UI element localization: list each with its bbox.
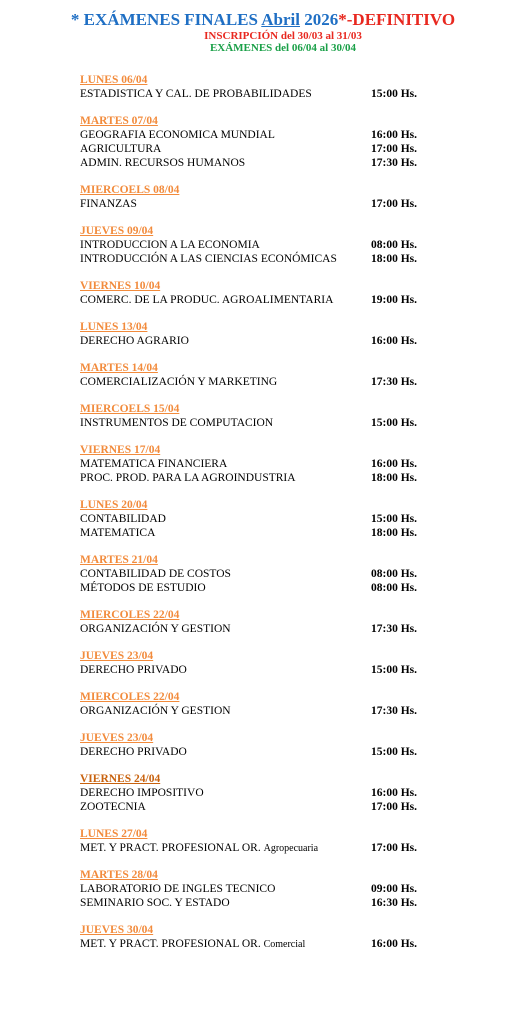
exam-row (80, 334, 440, 348)
exam-row (80, 786, 440, 800)
exam-subject (80, 937, 305, 952)
exam-row (80, 375, 440, 389)
exam-time: 16:00 Hs. (371, 129, 417, 141)
document-header (0, 10, 526, 54)
exam-subject (80, 786, 204, 800)
day-group (80, 225, 440, 266)
exam-subject-orientation: Agropecuaria (263, 843, 319, 854)
day-heading: VIERNES 10/04 (80, 280, 161, 292)
day-heading: MARTES 07/04 (80, 115, 158, 127)
day-group (80, 732, 440, 759)
exam-subject-orientation: Comercial (263, 939, 306, 950)
exam-subject (80, 622, 231, 636)
exam-subject (80, 238, 260, 252)
exam-row (80, 471, 440, 485)
exam-time: 08:00 Hs. (371, 582, 417, 594)
day-group (80, 691, 440, 718)
day-heading: MIERCOLES 22/04 (80, 691, 180, 703)
day-heading: MIERCOELS 15/04 (80, 403, 180, 415)
day-heading: JUEVES 23/04 (80, 732, 154, 744)
day-group (80, 924, 440, 951)
exam-time: 19:00 Hs. (371, 294, 417, 306)
exam-row (80, 567, 440, 581)
exam-subject-text: ESTADISTICA Y CAL. DE PROBABILIDADES (80, 88, 312, 100)
day-group (80, 869, 440, 910)
day-heading: MIERCOELS 08/04 (80, 184, 180, 196)
exam-time: 18:00 Hs. (371, 527, 417, 539)
exam-subject-text: CONTABILIDAD DE COSTOS (80, 568, 231, 580)
title-month: Abril (261, 10, 301, 29)
exam-subject-text: AGRICULTURA (80, 143, 162, 155)
day-heading: LUNES 13/04 (80, 321, 148, 333)
exam-subject-text: GEOGRAFIA ECONOMICA MUNDIAL (80, 129, 275, 141)
exam-subject-text: INSTRUMENTOS DE COMPUTACION (80, 417, 274, 429)
day-heading: JUEVES 09/04 (80, 225, 154, 237)
day-group (80, 773, 440, 814)
exam-subject-text: DERECHO PRIVADO (80, 664, 187, 676)
exam-subject (80, 663, 187, 677)
exam-subject (80, 252, 337, 266)
exam-subject (80, 416, 273, 430)
exam-time: 15:00 Hs. (371, 417, 417, 429)
exam-subject-text: FINANZAS (80, 198, 137, 210)
exam-subject-text: DERECHO AGRARIO (80, 335, 189, 347)
day-group (80, 609, 440, 636)
exam-row (80, 87, 440, 101)
exam-subject (80, 896, 230, 910)
exam-subject (80, 375, 277, 389)
exam-subject (80, 882, 275, 896)
day-heading: LUNES 27/04 (80, 828, 148, 840)
exam-time: 08:00 Hs. (371, 568, 417, 580)
exam-subject (80, 567, 231, 581)
exam-row (80, 800, 440, 814)
exam-row (80, 745, 440, 759)
exam-schedule-list (80, 74, 440, 965)
exam-time: 17:30 Hs. (371, 623, 417, 635)
exam-subject (80, 745, 187, 759)
exam-subject (80, 526, 155, 540)
day-heading: LUNES 06/04 (80, 74, 148, 86)
exam-time: 15:00 Hs. (371, 664, 417, 676)
exam-subject (80, 197, 137, 211)
exam-time: 17:00 Hs. (371, 143, 417, 155)
exam-subject-text: MATEMATICA FINANCIERA (80, 458, 228, 470)
exam-time: 15:00 Hs. (371, 746, 417, 758)
exam-row (80, 238, 440, 252)
exam-row (80, 197, 440, 211)
exam-time: 17:00 Hs. (371, 198, 417, 210)
exam-time: 15:00 Hs. (371, 88, 417, 100)
day-group (80, 650, 440, 677)
exam-subject-text: MET. Y PRACT. PROFESIONAL OR. (80, 938, 264, 950)
exam-time: 17:00 Hs. (371, 842, 417, 854)
day-group (80, 321, 440, 348)
exam-subject (80, 156, 245, 170)
day-heading: MARTES 21/04 (80, 554, 158, 566)
exam-time: 17:30 Hs. (371, 376, 417, 388)
exam-time: 17:00 Hs. (371, 801, 417, 813)
page-title (0, 10, 526, 30)
exam-row (80, 882, 440, 896)
day-heading: MIERCOLES 22/04 (80, 609, 180, 621)
day-heading: MARTES 14/04 (80, 362, 158, 374)
exam-row (80, 704, 440, 718)
exam-subject-text: INTRODUCCIÓN A LAS CIENCIAS ECONÓMICAS (80, 253, 337, 265)
day-heading: VIERNES 24/04 (80, 773, 161, 785)
exam-subject (80, 800, 146, 814)
exam-row (80, 581, 440, 595)
exam-time: 16:00 Hs. (371, 787, 417, 799)
inscription-period: INSCRIPCIÓN del 30/03 al 31/03 (204, 30, 362, 42)
exam-time: 16:00 Hs. (371, 335, 417, 347)
exam-subject-text: ZOOTECNIA (80, 801, 146, 813)
exam-row (80, 622, 440, 636)
exam-row (80, 457, 440, 471)
exam-time: 16:30 Hs. (371, 897, 417, 909)
exam-row (80, 937, 440, 951)
exam-subject-text: COMERC. DE LA PRODUC. AGROALIMENTARIA (80, 294, 334, 306)
exam-subject (80, 87, 312, 101)
exam-row (80, 293, 440, 307)
exam-subject (80, 293, 333, 307)
exam-subject (80, 704, 231, 718)
day-group (80, 74, 440, 101)
title-suffix: *-DEFINITIVO (338, 10, 456, 29)
exam-subject (80, 512, 166, 526)
exam-time: 18:00 Hs. (371, 472, 417, 484)
exam-subject (80, 334, 189, 348)
exam-row (80, 663, 440, 677)
day-group (80, 403, 440, 430)
day-group (80, 362, 440, 389)
exam-time: 16:00 Hs. (371, 938, 417, 950)
day-group (80, 499, 440, 540)
exam-subject-text: MÉTODOS DE ESTUDIO (80, 582, 206, 594)
exams-period: EXÁMENES del 06/04 al 30/04 (209, 42, 357, 54)
exam-row (80, 156, 440, 170)
exam-subject-text: LABORATORIO DE INGLES TECNICO (80, 883, 276, 895)
exam-subject (80, 128, 275, 142)
title-prefix: * EXÁMENES FINALES (70, 10, 262, 29)
day-heading: MARTES 28/04 (80, 869, 158, 881)
exam-time: 09:00 Hs. (371, 883, 417, 895)
exam-subject-text: COMERCIALIZACIÓN Y MARKETING (80, 376, 278, 388)
title-year: 2026 (300, 10, 339, 29)
exam-time: 18:00 Hs. (371, 253, 417, 265)
exam-subject (80, 142, 161, 156)
exam-subject (80, 841, 318, 856)
exam-subject-text: INTRODUCCION A LA ECONOMIA (80, 239, 260, 251)
day-group (80, 828, 440, 855)
day-group (80, 280, 440, 307)
exam-subject-text: MET. Y PRACT. PROFESIONAL OR. (80, 842, 264, 854)
exam-subject-text: ORGANIZACIÓN Y GESTION (80, 623, 231, 635)
exam-row (80, 526, 440, 540)
day-group (80, 184, 440, 211)
day-heading: JUEVES 23/04 (80, 650, 154, 662)
exam-subject-text: MATEMATICA (80, 527, 156, 539)
exam-row (80, 841, 440, 855)
day-group (80, 444, 440, 485)
exam-time: 15:00 Hs. (371, 513, 417, 525)
exam-row (80, 142, 440, 156)
exam-time: 17:30 Hs. (371, 157, 417, 169)
exam-row (80, 252, 440, 266)
exam-subject (80, 471, 296, 485)
exam-subject-text: PROC. PROD. PARA LA AGROINDUSTRIA (80, 472, 296, 484)
day-group (80, 115, 440, 170)
exam-time: 08:00 Hs. (371, 239, 417, 251)
exam-subject-text: SEMINARIO SOC. Y ESTADO (80, 897, 230, 909)
exam-subject-text: DERECHO PRIVADO (80, 746, 187, 758)
day-heading: JUEVES 30/04 (80, 924, 154, 936)
exam-subject (80, 581, 206, 595)
day-group (80, 554, 440, 595)
exam-row (80, 896, 440, 910)
exam-row (80, 128, 440, 142)
exam-row (80, 416, 440, 430)
exam-row (80, 512, 440, 526)
exam-subject-text: ORGANIZACIÓN Y GESTION (80, 705, 231, 717)
day-heading: VIERNES 17/04 (80, 444, 161, 456)
exam-time: 16:00 Hs. (371, 458, 417, 470)
exam-subject-text: DERECHO IMPOSITIVO (80, 787, 204, 799)
exam-subject (80, 457, 227, 471)
exam-subject-text: ADMIN. RECURSOS HUMANOS (80, 157, 246, 169)
exam-subject-text: CONTABILIDAD (80, 513, 166, 525)
exam-time: 17:30 Hs. (371, 705, 417, 717)
day-heading: LUNES 20/04 (80, 499, 148, 511)
